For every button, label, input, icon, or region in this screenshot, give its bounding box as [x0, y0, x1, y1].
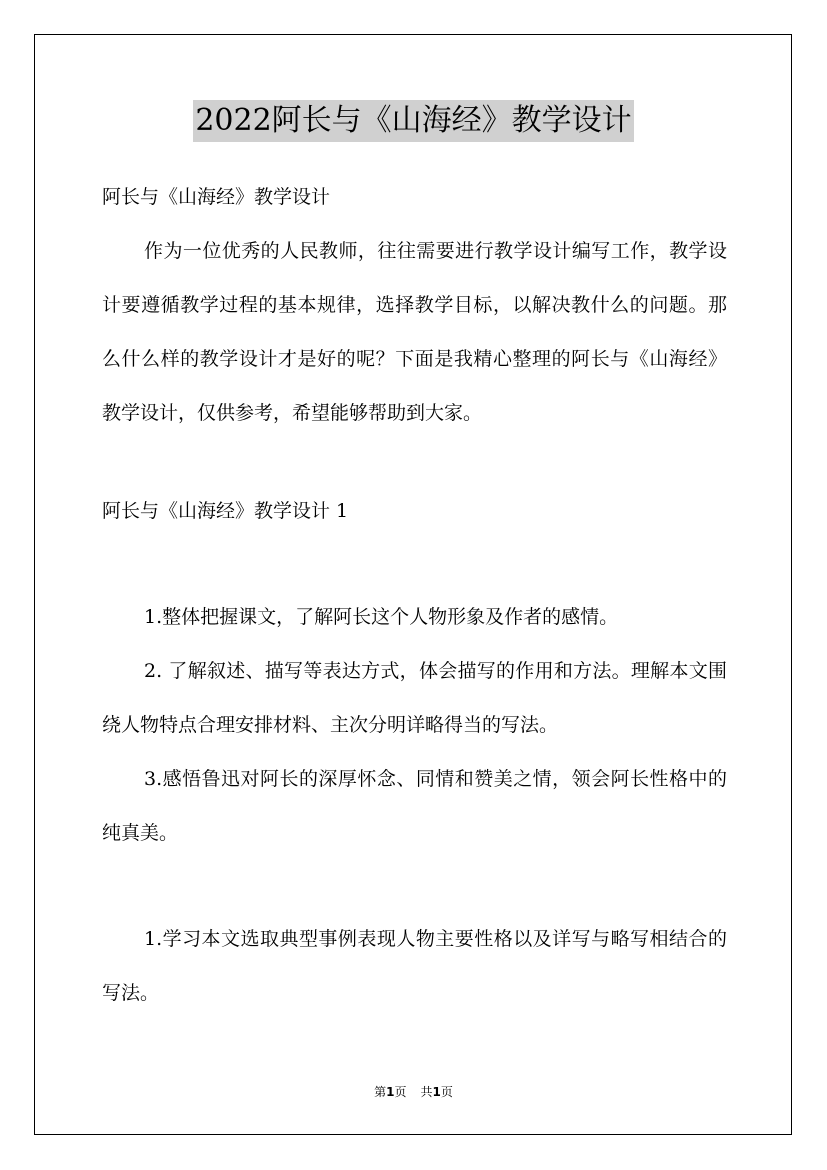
intro-paragraph: 作为一位优秀的人民教师，往往需要进行教学设计编写工作，教学设计要遵循教学过程的基本规律，选择教学目标，以解决教什么的问题。那么什么样的教学设计才是好的呢？下面是我精心整理的阿长与《山海经》教学设计，仅供参考，希望能够帮助到大家。 [102, 240, 727, 424]
total-prefix: 共 [420, 1085, 433, 1099]
document-subtitle: 阿长与《山海经》教学设计 [102, 186, 331, 208]
section-heading: 阿长与《山海经》教学设计 1 [102, 500, 349, 522]
total-suffix: 页 [440, 1085, 453, 1099]
focus-item-1: 1.学习本文选取典型事例表现人物主要性格以及详写与略写相结合的写法。 [102, 928, 727, 1004]
document-body [102, 170, 727, 1020]
page-footer [0, 1083, 827, 1101]
page-mid: 页 [394, 1085, 407, 1099]
page-current: 1 [386, 1085, 395, 1099]
spacer [102, 538, 727, 590]
goal-item-2: 2. 了解叙述、描写等表达方式，体会描写的作用和方法。理解本文围绕人物特点合理安排材料、主次分明详略得当的写法。 [102, 660, 727, 736]
page-total: 1 [432, 1085, 441, 1099]
spacer [102, 440, 727, 484]
goal-item-3: 3.感悟鲁迅对阿长的深厚怀念、同情和赞美之情，领会阿长性格中的纯真美。 [102, 768, 727, 844]
document-title: 2022阿长与《山海经》教学设计 [193, 100, 633, 142]
spacer [102, 860, 727, 912]
title-container [0, 100, 827, 142]
page-prefix: 第 [374, 1085, 387, 1099]
goal-item-1: 1.整体把握课文，了解阿长这个人物形象及作者的感情。 [144, 606, 619, 628]
